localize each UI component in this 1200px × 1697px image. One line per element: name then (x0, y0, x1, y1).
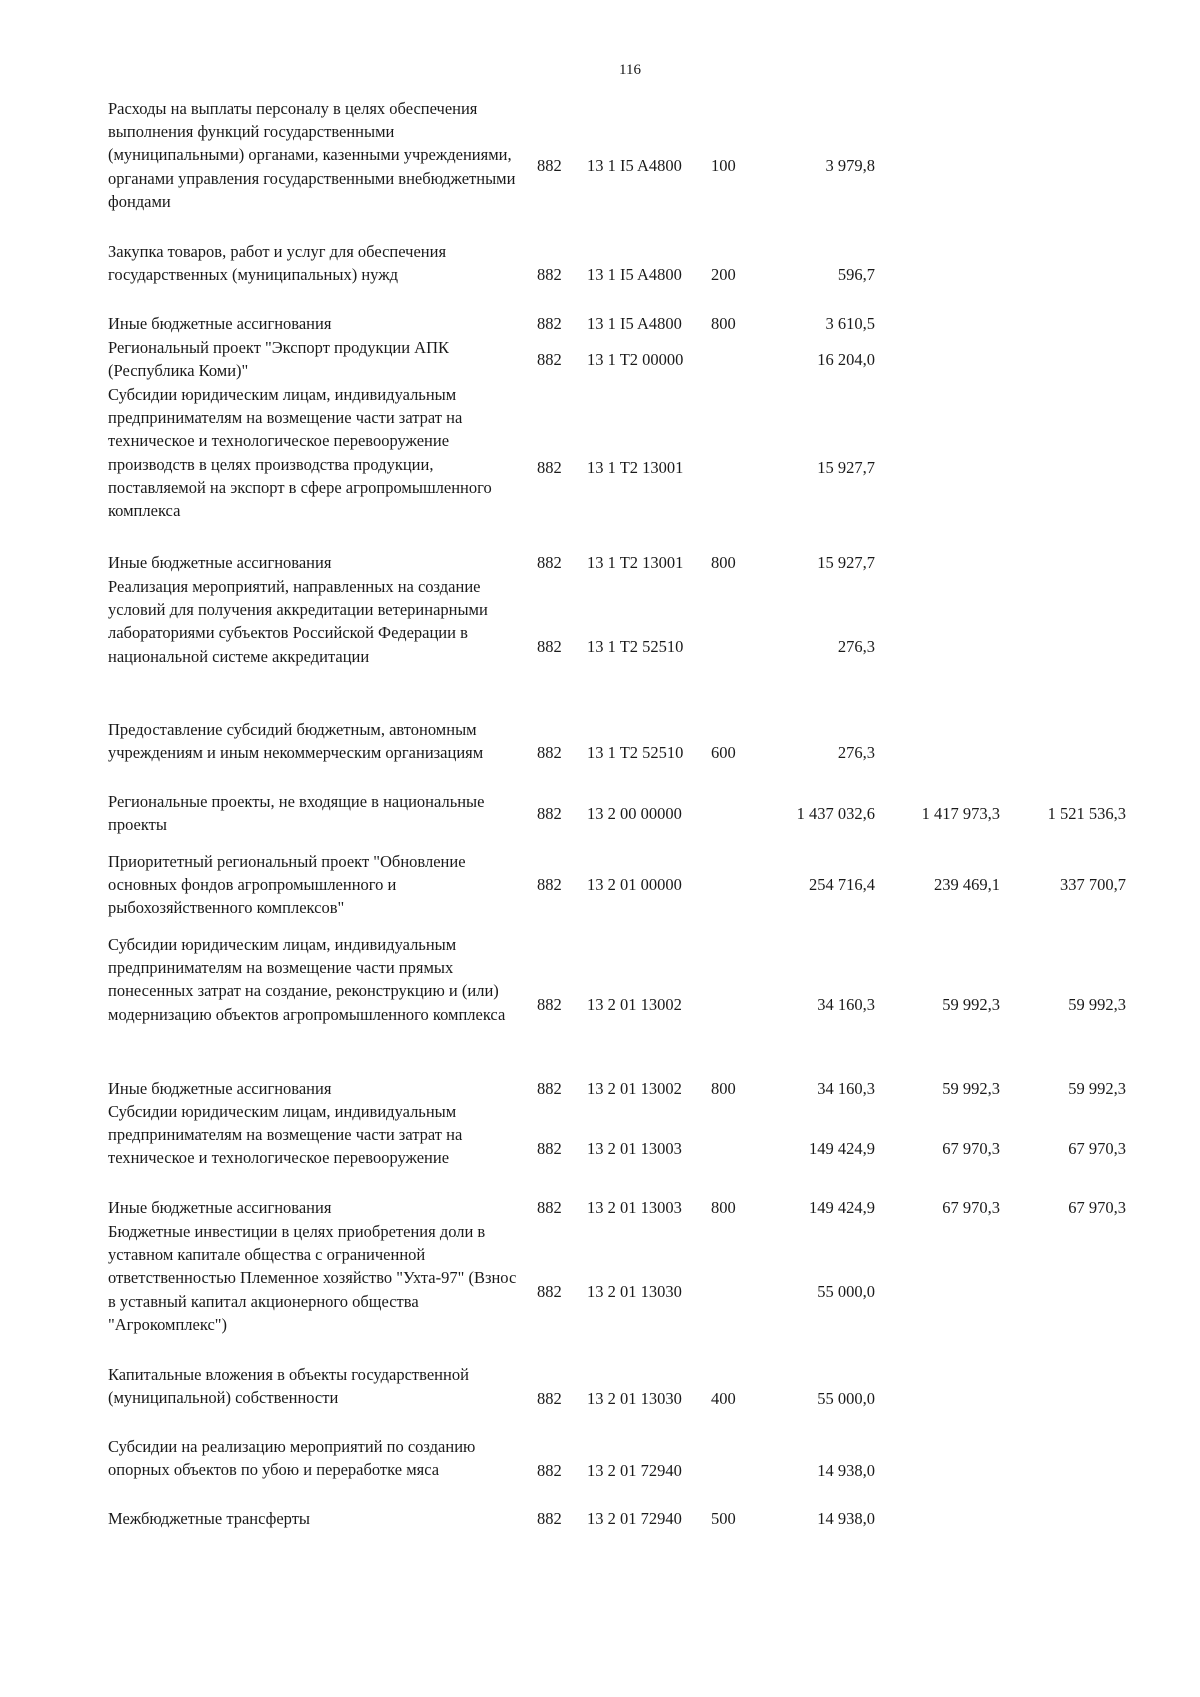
row-name: Субсидии юридическим лицам, индивидуальным предпринимателям на возмещение части прямых понесенных затрат на создание, реконструкцию и (или) модернизацию объектов агропромышленного комплекса (108, 935, 506, 1024)
row-sum-2: 59 992,3 (942, 995, 1000, 1014)
row-name: Закупка товаров, работ и услуг для обеспечения государственных (муниципальных) нужд (108, 242, 447, 285)
page-number: 116 (619, 62, 641, 78)
row-name: Межбюджетные трансферты (108, 1509, 311, 1528)
row-grbs: 882 (537, 1139, 562, 1158)
row-sum-2: 67 970,3 (942, 1198, 1000, 1217)
row-csr: 13 2 01 00000 (587, 875, 682, 894)
row-name: Субсидии юридическим лицам, индивидуальным предпринимателям на возмещение части затрат на техническое и технологическое перевооружение (108, 1102, 463, 1168)
row-grbs: 882 (537, 314, 562, 333)
row-name: Капитальные вложения в объекты государственной (муниципальной) собственности (108, 1365, 469, 1408)
row-sum-1: 14 938,0 (817, 1461, 875, 1480)
row-name: Иные бюджетные ассигнования (108, 553, 332, 572)
row-grbs: 882 (537, 458, 562, 477)
row-name: Предоставление субсидий бюджетным, автономным учреждениям и иным некоммерческим организациям (108, 720, 484, 763)
row-vr: 800 (711, 1079, 736, 1098)
row-grbs: 882 (537, 553, 562, 572)
row-vr: 200 (711, 265, 736, 284)
row-sum-2: 1 417 973,3 (921, 804, 1000, 823)
row-sum-1: 254 716,4 (809, 875, 875, 894)
row-csr: 13 2 01 13030 (587, 1282, 682, 1301)
row-name: Приоритетный региональный проект "Обновление основных фондов агропромышленного и рыбохозяйственного комплексов" (108, 852, 466, 918)
row-vr: 400 (711, 1389, 736, 1408)
row-grbs: 882 (537, 1198, 562, 1217)
row-sum-1: 15 927,7 (817, 458, 875, 477)
row-sum-1: 14 938,0 (817, 1509, 875, 1528)
row-name: Субсидии юридическим лицам, индивидуальным предпринимателям на возмещение части затрат на техническое и технологическое перевооружение производств в целях производства продукции, поставляемой на экспорт в сфере агропромышленного комплекса (108, 385, 492, 521)
row-name: Иные бюджетные ассигнования (108, 1198, 332, 1217)
row-csr: 13 1 T2 52510 (587, 637, 684, 656)
row-csr: 13 1 T2 13001 (587, 458, 684, 477)
row-vr: 600 (711, 743, 736, 762)
row-sum-1: 149 424,9 (809, 1139, 875, 1158)
row-grbs: 882 (537, 875, 562, 894)
row-vr: 800 (711, 553, 736, 572)
row-grbs: 882 (537, 156, 562, 175)
row-name: Региональные проекты, не входящие в национальные проекты (108, 792, 485, 835)
row-csr: 13 1 T2 52510 (587, 743, 684, 762)
row-sum-1: 3 979,8 (825, 156, 875, 175)
row-sum-1: 596,7 (837, 265, 875, 284)
row-sum-3: 67 970,3 (1068, 1139, 1126, 1158)
row-sum-3: 1 521 536,3 (1047, 804, 1126, 823)
row-csr: 13 1 I5 A4800 (587, 265, 682, 284)
row-csr: 13 2 01 72940 (587, 1461, 682, 1480)
row-sum-3: 337 700,7 (1060, 875, 1126, 894)
row-csr: 13 2 01 72940 (587, 1509, 682, 1528)
row-name: Иные бюджетные ассигнования (108, 1079, 332, 1098)
row-name: Иные бюджетные ассигнования (108, 314, 332, 333)
row-name: Субсидии на реализацию мероприятий по созданию опорных объектов по убою и переработке мяса (108, 1437, 476, 1480)
row-name: Региональный проект "Экспорт продукции АПК (Республика Коми)" (108, 338, 450, 381)
row-csr: 13 1 I5 A4800 (587, 156, 682, 175)
row-sum-1: 16 204,0 (817, 350, 875, 369)
row-sum-3: 67 970,3 (1068, 1198, 1126, 1217)
row-csr: 13 2 01 13002 (587, 995, 682, 1014)
row-sum-1: 276,3 (837, 743, 875, 762)
row-vr: 800 (711, 314, 736, 333)
row-csr: 13 1 T2 00000 (587, 350, 684, 369)
row-csr: 13 1 I5 A4800 (587, 314, 682, 333)
row-sum-3: 59 992,3 (1068, 995, 1126, 1014)
row-grbs: 882 (537, 804, 562, 823)
row-name: Расходы на выплаты персоналу в целях обеспечения выполнения функций государственными (муниципальными) органами, казенными учреждениями, органами управления государственными внебюджетными фондами (108, 99, 516, 211)
row-sum-1: 55 000,0 (817, 1282, 875, 1301)
row-csr: 13 2 01 13002 (587, 1079, 682, 1098)
row-grbs: 882 (537, 1079, 562, 1098)
row-vr: 500 (711, 1509, 736, 1528)
row-grbs: 882 (537, 995, 562, 1014)
row-csr: 13 1 T2 13001 (587, 553, 684, 572)
row-grbs: 882 (537, 1509, 562, 1528)
row-csr: 13 2 01 13030 (587, 1389, 682, 1408)
row-sum-1: 276,3 (837, 637, 875, 656)
row-csr: 13 2 01 13003 (587, 1198, 682, 1217)
row-name: Реализация мероприятий, направленных на создание условий для получения аккредитации ветеринарными лабораториями субъектов Российской Федерации в национальной системе аккредитации (108, 577, 488, 666)
row-sum-2: 67 970,3 (942, 1139, 1000, 1158)
row-grbs: 882 (537, 637, 562, 656)
row-sum-1: 149 424,9 (809, 1198, 875, 1217)
row-grbs: 882 (537, 1282, 562, 1301)
row-grbs: 882 (537, 743, 562, 762)
row-grbs: 882 (537, 1461, 562, 1480)
row-grbs: 882 (537, 1389, 562, 1408)
row-grbs: 882 (537, 350, 562, 369)
row-csr: 13 2 01 13003 (587, 1139, 682, 1158)
row-sum-3: 59 992,3 (1068, 1079, 1126, 1098)
row-sum-1: 15 927,7 (817, 553, 875, 572)
row-sum-1: 34 160,3 (817, 995, 875, 1014)
row-sum-1: 55 000,0 (817, 1389, 875, 1408)
row-vr: 800 (711, 1198, 736, 1217)
row-vr: 100 (711, 156, 736, 175)
row-sum-1: 34 160,3 (817, 1079, 875, 1098)
row-csr: 13 2 00 00000 (587, 804, 682, 823)
row-name: Бюджетные инвестиции в целях приобретения доли в уставном капитале общества с ограниченной ответственностью Племенное хозяйство "Ухта-97" (Взнос в уставный капитал акционерного общества "Агрокомплекс") (108, 1222, 517, 1334)
row-sum-2: 239 469,1 (934, 875, 1000, 894)
row-grbs: 882 (537, 265, 562, 284)
row-sum-1: 3 610,5 (825, 314, 875, 333)
row-sum-2: 59 992,3 (942, 1079, 1000, 1098)
row-sum-1: 1 437 032,6 (796, 804, 875, 823)
